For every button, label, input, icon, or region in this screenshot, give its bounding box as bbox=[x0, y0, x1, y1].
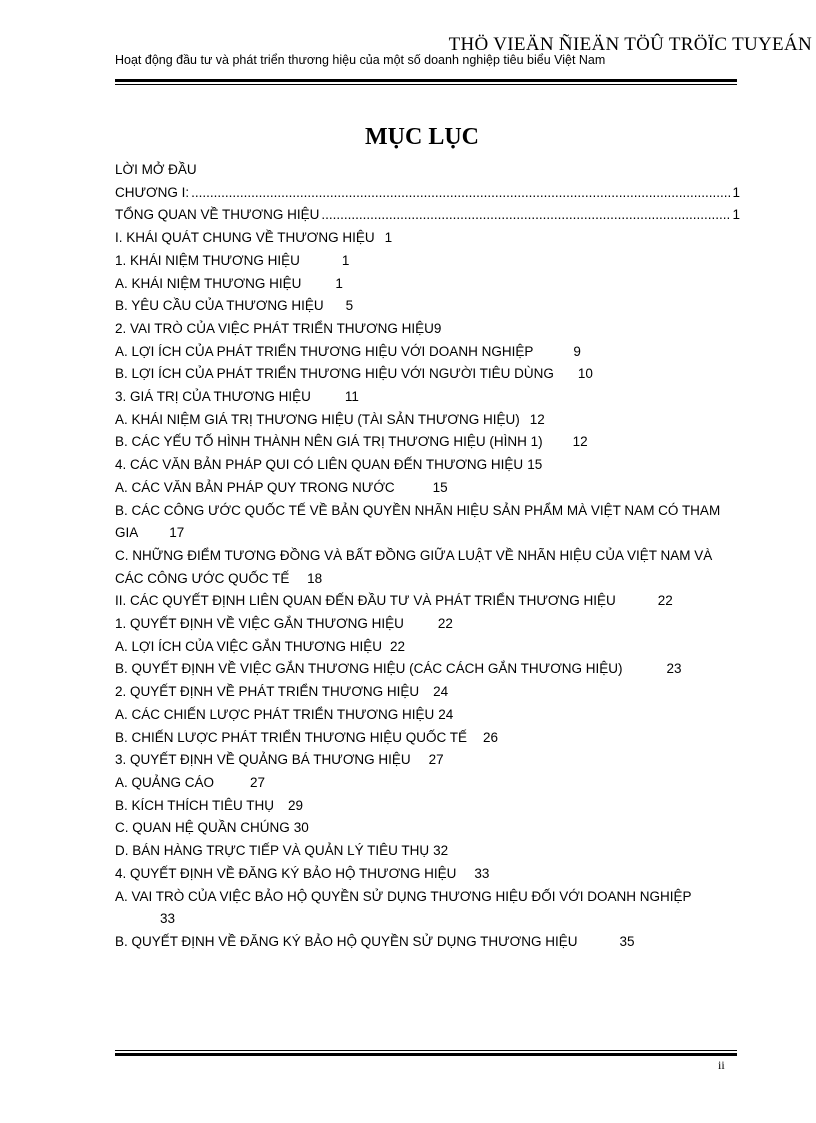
toc-entry-page: 10 bbox=[577, 366, 593, 382]
toc-entry[interactable] bbox=[115, 477, 740, 500]
toc-entry-page: 33 bbox=[160, 911, 176, 927]
toc-entry-page: 9 bbox=[433, 320, 442, 336]
toc-entry-page: 9 bbox=[573, 343, 581, 359]
toc-entry-text: C. QUAN HỆ QUẦN CHÚNG bbox=[115, 820, 290, 836]
toc-entry-text: 3. GIÁ TRỊ CỦA THƯƠNG HIỆU bbox=[115, 389, 311, 405]
toc-entry-text: 1. KHÁI NIỆM THƯƠNG HIỆU bbox=[115, 252, 300, 268]
toc-entry-page: 22 bbox=[437, 616, 453, 632]
toc-entry-page: 24 bbox=[433, 684, 449, 700]
toc-entry[interactable] bbox=[115, 409, 740, 432]
toc-entry-page: 15 bbox=[527, 457, 543, 473]
toc-entry-text: A. QUẢNG CÁO bbox=[115, 774, 215, 790]
toc-entry-text: A. CÁC CHIẾN LƯỢC PHÁT TRIỂN THƯƠNG HIỆU bbox=[115, 706, 435, 722]
toc-entry[interactable] bbox=[115, 227, 740, 250]
toc-entry-page: 30 bbox=[293, 820, 309, 836]
toc-entry[interactable] bbox=[115, 318, 740, 341]
toc-entry-page: 1 bbox=[732, 207, 740, 223]
toc-entry-text: B. YÊU CẦU CỦA THƯƠNG HIỆU bbox=[115, 298, 324, 314]
toc-entry[interactable] bbox=[115, 658, 740, 681]
toc-entry[interactable] bbox=[115, 681, 740, 704]
dot-leader bbox=[191, 182, 730, 205]
toc-entry-text: 4. CÁC VĂN BẢN PHÁP QUI CÓ LIÊN QUAN ĐẾN THƯƠNG HIỆU bbox=[115, 457, 524, 473]
page-title: MỤC LỤC bbox=[365, 124, 479, 150]
footer-rule-thick bbox=[115, 1053, 737, 1056]
toc-entry-page: 35 bbox=[619, 933, 635, 949]
toc-entry-text: A. LỢI ÍCH CỦA PHÁT TRIỂN THƯƠNG HIỆU VỚI DOANH NGHIỆP bbox=[115, 343, 534, 359]
toc-entry-text: 4. QUYẾT ĐỊNH VỀ ĐĂNG KÝ BẢO HỘ THƯƠNG HIỆU bbox=[115, 865, 457, 881]
toc-entry[interactable] bbox=[115, 431, 740, 454]
toc-entry[interactable] bbox=[115, 204, 740, 227]
toc-entry[interactable] bbox=[115, 795, 740, 818]
toc-entry[interactable] bbox=[115, 863, 740, 886]
toc-entry-text: 1. QUYẾT ĐỊNH VỀ VIỆC GẮN THƯƠNG HIỆU bbox=[115, 616, 404, 632]
toc-entry-text: 3. QUYẾT ĐỊNH VỀ QUẢNG BÁ THƯƠNG HIỆU bbox=[115, 752, 411, 768]
toc-entry[interactable] bbox=[115, 454, 740, 477]
toc-entry[interactable] bbox=[115, 613, 740, 636]
toc-entry[interactable] bbox=[115, 749, 740, 772]
toc-entry-page: 1 bbox=[341, 252, 350, 268]
toc-entry-page: 32 bbox=[433, 843, 449, 859]
toc-entry-text: CHƯƠNG I: bbox=[115, 184, 190, 200]
toc-entry-page: 27 bbox=[428, 752, 444, 768]
page-number: ii bbox=[718, 1058, 725, 1072]
toc-entry[interactable] bbox=[115, 295, 740, 318]
toc-entry[interactable] bbox=[115, 817, 740, 840]
toc-entry-text: B. QUYẾT ĐỊNH VỀ VIỆC GẮN THƯƠNG HIỆU (CÁC CÁCH GẮN THƯƠNG HIỆU) bbox=[115, 661, 623, 677]
toc-entry-text: B. KÍCH THÍCH TIÊU THỤ bbox=[115, 797, 275, 813]
toc-entry-text: B. LỢI ÍCH CỦA PHÁT TRIỂN THƯƠNG HIỆU VỚI NGƯỜI TIÊU DÙNG bbox=[115, 366, 554, 382]
toc-entry[interactable] bbox=[115, 363, 740, 386]
toc-entry-text: D. BÁN HÀNG TRỰC TIẾP VÀ QUẢN LÝ TIÊU THỤ bbox=[115, 843, 430, 859]
footer-rule-thin bbox=[115, 1050, 737, 1051]
toc-entry-page: 24 bbox=[438, 706, 454, 722]
toc-entry-text: A. VAI TRÒ CỦA VIỆC BẢO HỘ QUYỀN SỬ DỤNG THƯƠNG HIỆU ĐỐI VỚI DOANH NGHIỆP bbox=[115, 888, 692, 904]
toc-entry-text: C. NHỮNG ĐIỂM TƯƠNG ĐỒNG VÀ BẤT ĐỒNG GIỮA LUẬT VỀ NHÃN HIỆU CỦA VIỆT NAM VÀ CÁC CÔNG ƯỚC QUỐC TẾ bbox=[115, 547, 713, 586]
toc-entry-page: 22 bbox=[389, 638, 406, 654]
toc-entry-page: 5 bbox=[345, 298, 354, 314]
toc-entry-text: 2. QUYẾT ĐỊNH VỀ PHÁT TRIỂN THƯƠNG HIỆU bbox=[115, 684, 420, 700]
toc-entry-text: I. KHÁI QUÁT CHUNG VỀ THƯƠNG HIỆU bbox=[115, 230, 375, 246]
toc-entry-page: 22 bbox=[657, 593, 673, 609]
toc-entry-text: B. CÁC CÔNG ƯỚC QUỐC TẾ VỀ BẢN QUYỀN NHÃN HIỆU SẢN PHẨM MÀ VIỆT NAM CÓ THAM GIA bbox=[115, 502, 721, 541]
toc-entry[interactable] bbox=[115, 250, 740, 273]
toc-entry[interactable] bbox=[115, 273, 740, 296]
toc-entry-page: 33 bbox=[474, 865, 490, 881]
toc-entry-text: B. QUYẾT ĐỊNH VỀ ĐĂNG KÝ BẢO HỘ QUYỀN SỬ DỤNG THƯƠNG HIỆU bbox=[115, 933, 578, 949]
toc-entry-page: 1 bbox=[335, 275, 343, 291]
toc-entry[interactable] bbox=[115, 840, 740, 863]
dot-leader bbox=[321, 204, 730, 227]
toc-entry-text: A. CÁC VĂN BẢN PHÁP QUY TRONG NƯỚC bbox=[115, 479, 395, 495]
toc-entry[interactable] bbox=[115, 159, 740, 182]
toc-entry[interactable] bbox=[115, 886, 740, 931]
toc-entry[interactable] bbox=[115, 386, 740, 409]
toc-entry-page: 11 bbox=[344, 389, 359, 405]
library-watermark: THÖ VIEÄN ÑIEÄN TÖÛ TRÖÏC TUYEÁN bbox=[448, 34, 812, 55]
toc-entry-text: TỔNG QUAN VỀ THƯƠNG HIỆU bbox=[115, 207, 320, 223]
toc-entry-text: LỜI MỞ ĐẦU bbox=[115, 162, 197, 177]
toc-entry-page: 12 bbox=[529, 411, 545, 427]
toc-entry-text: II. CÁC QUYẾT ĐỊNH LIÊN QUAN ĐẾN ĐẦU TƯ VÀ PHÁT TRIỂN THƯƠNG HIỆU bbox=[115, 593, 616, 609]
toc-entry-page: 26 bbox=[483, 729, 499, 745]
toc-entry[interactable] bbox=[115, 636, 740, 659]
toc-entry[interactable] bbox=[115, 727, 740, 750]
toc-entry-page: 18 bbox=[307, 570, 323, 586]
toc-entry-page: 1 bbox=[384, 230, 393, 246]
toc-entry[interactable] bbox=[115, 500, 740, 545]
toc-entry-page: 17 bbox=[169, 525, 185, 541]
toc-entry[interactable] bbox=[115, 704, 740, 727]
header-rule-thick bbox=[115, 79, 737, 82]
toc-entry-page: 12 bbox=[572, 434, 588, 450]
toc-entry-text: A. KHÁI NIỆM GIÁ TRỊ THƯƠNG HIỆU (TÀI SẢN THƯƠNG HIỆU) bbox=[115, 411, 520, 427]
toc-entry[interactable] bbox=[115, 545, 740, 590]
toc-entry-page: 1 bbox=[732, 184, 740, 200]
toc-entry-text: B. CÁC YẾU TỐ HÌNH THÀNH NÊN GIÁ TRỊ THƯƠNG HIỆU (HÌNH 1) bbox=[115, 434, 543, 450]
toc-entry-page: 15 bbox=[432, 479, 448, 495]
toc-entry[interactable] bbox=[115, 772, 740, 795]
toc-entry-page: 29 bbox=[288, 797, 304, 813]
toc-entry[interactable] bbox=[115, 182, 740, 205]
toc-entry-text: B. CHIẾN LƯỢC PHÁT TRIỂN THƯƠNG HIỆU QUỐC TẾ bbox=[115, 729, 468, 745]
toc-entry-page: 23 bbox=[666, 661, 682, 677]
toc-entry-text: A. LỢI ÍCH CỦA VIỆC GẮN THƯƠNG HIỆU bbox=[115, 638, 382, 654]
toc-entry-text: 2. VAI TRÒ CỦA VIỆC PHÁT TRIỂN THƯƠNG HIỆU bbox=[115, 320, 434, 336]
table-of-contents bbox=[115, 159, 740, 954]
toc-entry[interactable] bbox=[115, 590, 740, 613]
running-header: Hoạt động đầu tư và phát triển thương hiệu của một số doanh nghiệp tiêu biểu Việt Nam bbox=[115, 53, 606, 67]
header-rule-thin bbox=[115, 84, 737, 85]
toc-entry-page: 27 bbox=[250, 774, 266, 790]
toc-entry-text: A. KHÁI NIỆM THƯƠNG HIỆU bbox=[115, 275, 302, 291]
toc-entry[interactable] bbox=[115, 341, 740, 364]
toc-entry[interactable] bbox=[115, 931, 740, 954]
